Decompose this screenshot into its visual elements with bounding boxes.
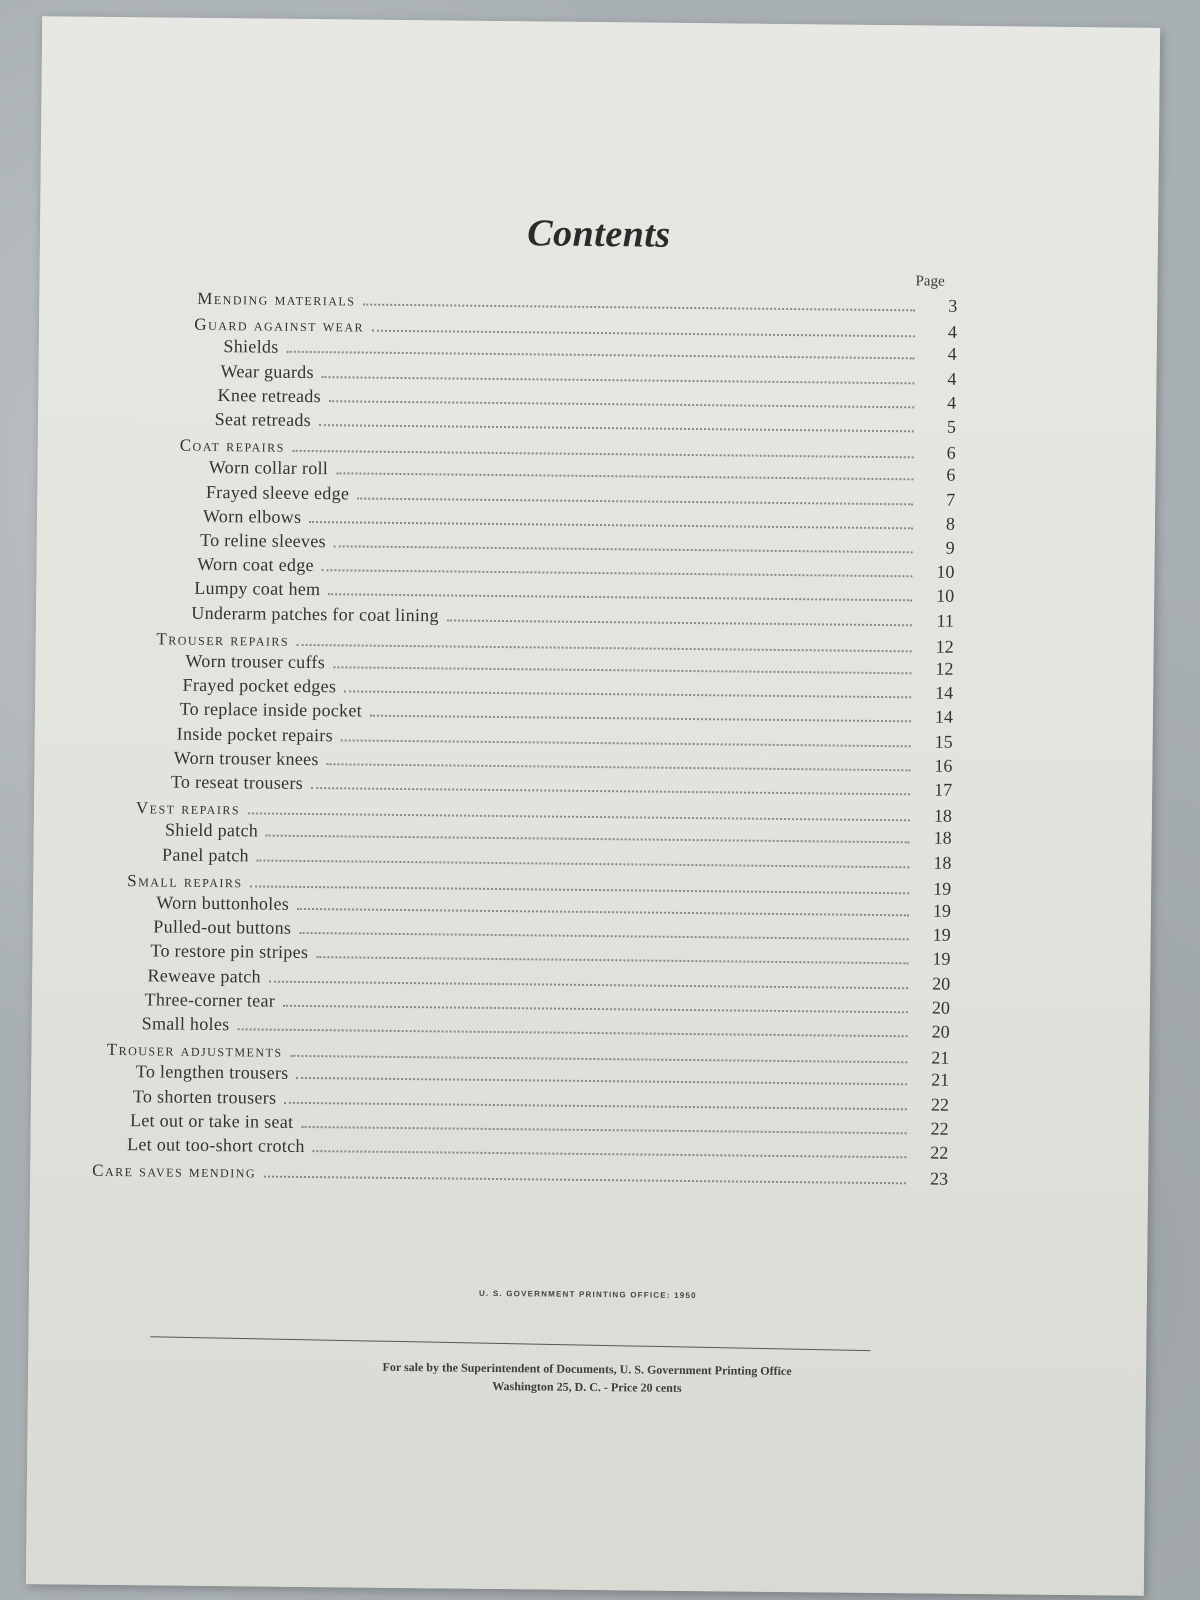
dot-leader — [316, 956, 908, 965]
dot-leader — [336, 472, 913, 481]
dot-leader — [251, 884, 910, 894]
toc-entry-page-number: 8 — [945, 513, 956, 534]
toc-entry-page-number: 9 — [945, 537, 955, 558]
toc-entry-page-number: 20 — [931, 1021, 950, 1042]
toc-entry-label: Panel patch — [162, 844, 250, 865]
toc-entry-page-number: 15 — [934, 731, 953, 752]
toc-entry-label: To reseat trousers — [170, 771, 304, 793]
dot-leader — [363, 303, 915, 312]
toc-entry-label: Worn collar roll — [208, 457, 329, 479]
sale-notice-line-2: Washington 25, D. C. - Price 20 cents — [492, 1378, 682, 1395]
toc-entry-label: To lengthen trousers — [135, 1061, 289, 1084]
toc-entry-page-number: 23 — [930, 1168, 949, 1189]
toc-entry-label: Guard against wear — [194, 314, 365, 336]
toc-entry-label: Reweave patch — [147, 964, 261, 987]
toc-entry-page-number: 3 — [948, 295, 958, 316]
contents-title: Contents — [527, 212, 671, 256]
toc-entry-label: To shorten trousers — [132, 1085, 277, 1108]
dot-leader — [257, 858, 910, 868]
toc-entry-page-number: 19 — [932, 948, 951, 970]
toc-entry-page-number: 6 — [946, 442, 956, 463]
toc-entry-page-number: 21 — [931, 1069, 950, 1091]
dot-leader — [269, 979, 908, 989]
toc-entry-label: Mending materials — [197, 288, 356, 310]
toc-entry-label: Underarm patches for coat lining — [191, 602, 439, 625]
sale-notice-line-1: For sale by the Superintendent of Documents, U. S. Government Printing Office — [382, 1359, 792, 1379]
toc-entry-page-number: 18 — [933, 852, 952, 873]
toc-entry-label: Shield patch — [164, 819, 259, 841]
toc-entry-page-number: 7 — [946, 489, 956, 510]
toc-entry-label: Pulled-out buttons — [153, 916, 292, 939]
toc-entry-label: Knee retreads — [217, 384, 322, 406]
toc-entry-label: To reline sleeves — [199, 529, 326, 552]
toc-entry-label: To replace inside pocket — [179, 699, 363, 721]
toc-entry-page-number: 11 — [936, 610, 955, 631]
dot-leader — [296, 1076, 907, 1085]
toc-entry-label: Vest repairs — [135, 798, 241, 819]
toc-entry-label: Coat repairs — [179, 435, 286, 456]
dot-leader — [237, 1027, 907, 1037]
toc-entry-label: Let out too-short crotch — [126, 1134, 305, 1156]
toc-entry-label: Worn elbows — [202, 505, 302, 527]
dot-leader — [344, 690, 911, 699]
dot-leader — [334, 544, 913, 553]
toc-entry-label: Worn trouser knees — [173, 747, 319, 769]
toc-entry-page-number: 18 — [933, 805, 953, 826]
dot-leader — [293, 449, 914, 459]
booklet-page — [26, 16, 1160, 1596]
toc-entry-label: Lumpy coat hem — [194, 578, 321, 600]
dot-leader — [284, 1100, 907, 1110]
toc-entry-label: Let out or take in seat — [129, 1109, 294, 1132]
toc-entry-label: Care saves mending — [92, 1160, 257, 1182]
toc-entry-label: Worn trouser cuffs — [185, 650, 326, 673]
toc-entry-page-number: 20 — [931, 997, 950, 1018]
dot-leader — [311, 786, 910, 795]
toc-entry-page-number: 22 — [930, 1142, 949, 1163]
printing-office-imprint: U. S. GOVERNMENT PRINTING OFFICE: 1950 — [479, 1288, 697, 1301]
toc-entry-page-number: 19 — [932, 900, 952, 921]
dot-leader — [357, 496, 913, 505]
toc-entry-label: Small repairs — [127, 870, 243, 892]
toc-entry-label: Frayed sleeve edge — [205, 481, 350, 504]
dot-leader — [297, 907, 909, 916]
toc-entry-page-number: 4 — [947, 344, 957, 365]
dot-leader — [313, 1149, 907, 1158]
dot-leader — [319, 423, 914, 432]
toc-entry-page-number: 5 — [946, 416, 957, 437]
dot-leader — [327, 762, 911, 771]
toc-entry-label: Small holes — [141, 1013, 230, 1035]
toc-entry-label: Trouser repairs — [156, 629, 290, 650]
toc-entry-page-number: 10 — [936, 561, 955, 582]
toc-entry-label: Shields — [223, 336, 279, 358]
toc-entry-page-number: 20 — [932, 973, 951, 994]
dot-leader — [333, 665, 911, 674]
toc-entry-page-number: 12 — [935, 636, 954, 657]
dot-leader — [297, 643, 912, 652]
dot-leader — [299, 931, 908, 940]
toc-entry-label: Three-corner tear — [144, 989, 276, 1011]
dot-leader — [370, 714, 911, 723]
toc-entry-page-number: 22 — [930, 1118, 949, 1139]
toc-entry-label: Worn coat edge — [197, 554, 314, 576]
dot-leader — [283, 1004, 908, 1014]
dot-leader — [372, 329, 915, 338]
dot-leader — [329, 399, 914, 408]
toc-entry-page-number: 14 — [935, 682, 954, 703]
table-of-contents — [39, 286, 1157, 1189]
toc-entry-label: Frayed pocket edges — [182, 674, 337, 697]
toc-entry-label: Trouser adjustments — [106, 1040, 283, 1061]
toc-entry-label: Seat retreads — [214, 409, 312, 431]
dot-leader — [264, 1175, 906, 1185]
toc-entry-page-number: 19 — [933, 878, 952, 899]
toc-entry-page-number: 6 — [946, 465, 956, 486]
dot-leader — [309, 520, 913, 529]
toc-entry-label: Inside pocket repairs — [176, 723, 334, 745]
dot-leader — [248, 812, 910, 822]
toc-entry-page-number: 19 — [932, 924, 951, 945]
toc-entry-page-number: 12 — [935, 658, 954, 679]
dot-leader — [301, 1125, 906, 1134]
dot-leader — [328, 593, 912, 602]
toc-entry-page-number: 21 — [931, 1047, 950, 1068]
toc-entry-page-number: 4 — [947, 368, 957, 389]
page-column-header: Page — [915, 273, 945, 290]
toc-entry-label: To restore pin stripes — [150, 940, 309, 963]
toc-entry-page-number: 10 — [936, 585, 955, 607]
dot-leader — [266, 834, 910, 844]
footer-divider — [150, 1336, 870, 1351]
toc-entry-page-number: 16 — [934, 755, 953, 776]
toc-entry-page-number: 4 — [947, 321, 958, 342]
toc-entry-page-number: 22 — [930, 1094, 950, 1115]
dot-leader — [291, 1054, 908, 1063]
dot-leader — [286, 350, 914, 360]
dot-leader — [322, 568, 913, 577]
toc-entry-page-number: 17 — [934, 779, 953, 800]
dot-leader — [322, 375, 915, 384]
sale-notice — [28, 1354, 1146, 1402]
toc-entry-label: Wear guards — [220, 360, 314, 382]
toc-entry-page-number: 4 — [947, 392, 957, 413]
toc-entry-page-number: 14 — [934, 706, 954, 728]
dot-leader — [447, 618, 912, 626]
toc-entry-label: Worn buttonholes — [156, 892, 290, 914]
dot-leader — [341, 738, 911, 747]
toc-entry-page-number: 18 — [933, 827, 952, 849]
